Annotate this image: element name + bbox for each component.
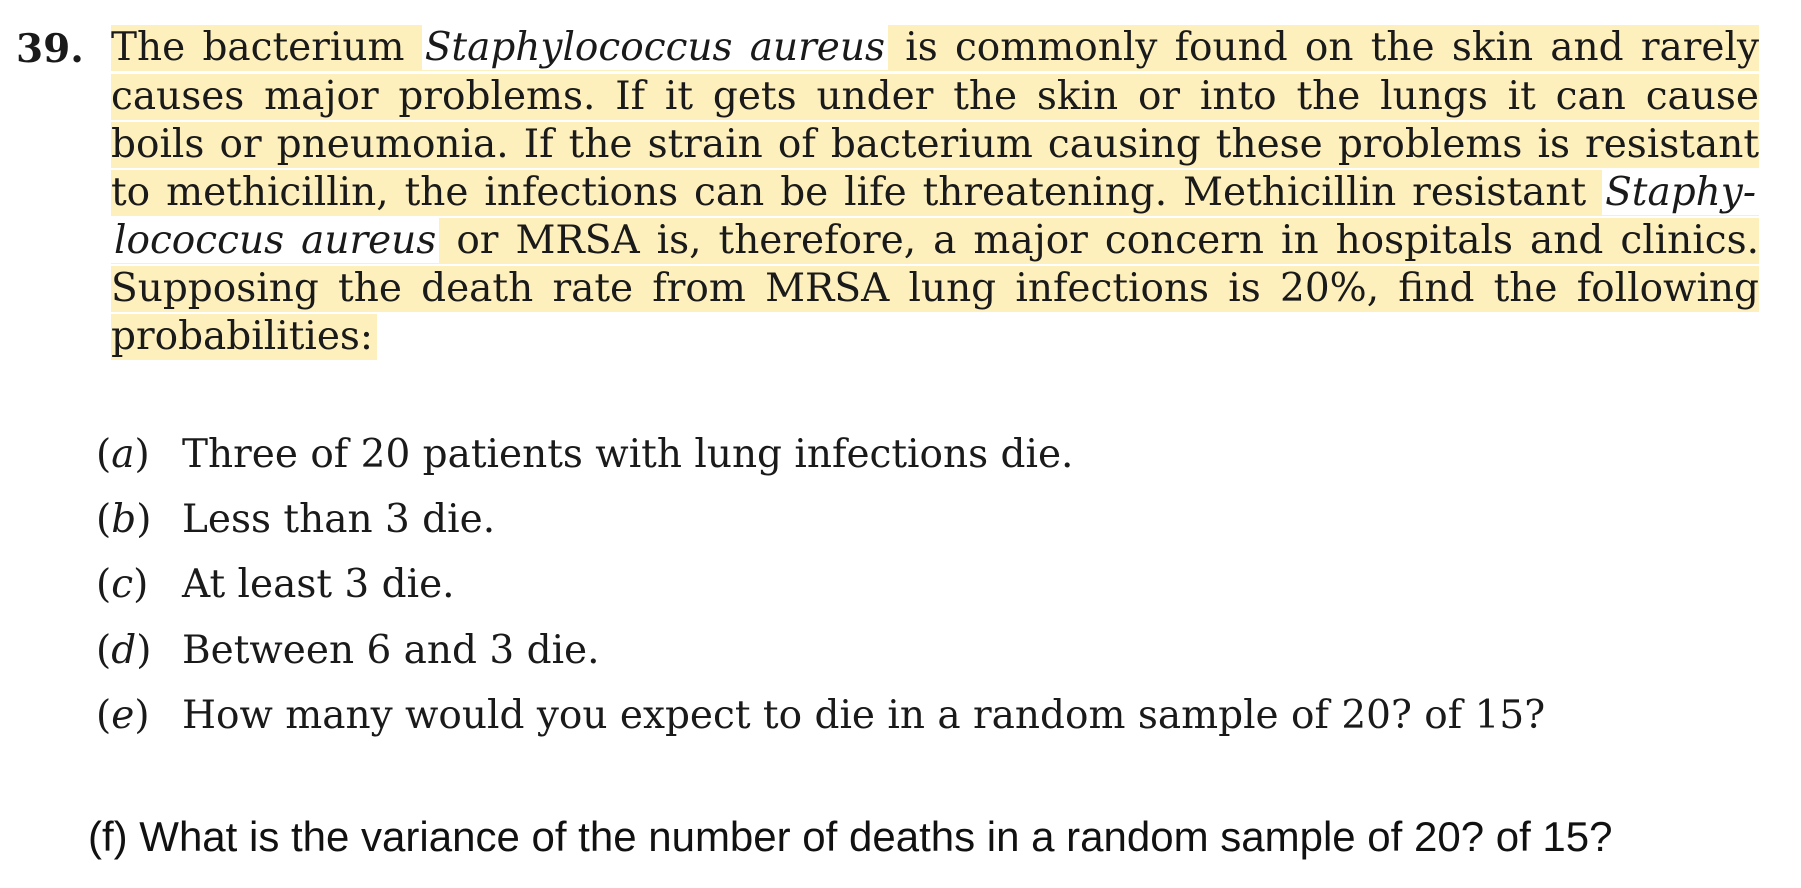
species-name-italic: lococcus aureus	[111, 218, 439, 263]
statement-text: boils or pneumonia. If the strain of bacterium causing these problems is resistant	[111, 122, 1759, 167]
statement-line-1	[111, 25, 1759, 71]
species-name-italic: Staphylococcus aureus	[422, 25, 888, 70]
statement-text: causes major problems. If it gets under the skin or into the lungs it can cause	[111, 74, 1759, 119]
sub-part-d	[96, 628, 600, 674]
sub-part-text: Between 6 and 3 die.	[182, 628, 600, 673]
sub-part-label: (a)	[96, 432, 150, 477]
sub-part-text: Less than 3 die.	[182, 497, 496, 542]
sub-part-a	[96, 432, 1073, 478]
statement-text: The bacterium	[111, 25, 422, 70]
statement-line-7	[111, 314, 377, 360]
statement-text: is commonly found on the skin and rarely	[888, 25, 1759, 70]
sub-part-f-question: (f) What is the variance of the number of deaths in a random sample of 20? of 15?	[88, 813, 1613, 860]
statement-line-5	[111, 218, 1759, 264]
sub-part-text: How many would you expect to die in a random sample of 20? of 15?	[182, 693, 1546, 738]
statement-line-3	[111, 122, 1759, 168]
sub-part-e	[96, 693, 1545, 739]
statement-line-4	[111, 170, 1759, 216]
sub-part-label: (b)	[96, 497, 152, 542]
sub-part-text: At least 3 die.	[182, 562, 455, 607]
statement-line-6	[111, 266, 1759, 312]
sub-part-c	[96, 562, 455, 608]
statement-text: probabilities:	[111, 314, 374, 359]
problem-number: 39.	[16, 26, 84, 72]
sub-part-text: Three of 20 patients with lung infections die.	[182, 432, 1074, 477]
sub-part-label: (d)	[96, 628, 152, 673]
statement-text: or MRSA is, therefore, a major concern in hospitals and clinics.	[439, 218, 1759, 263]
statement-text: to methicillin, the infections can be life threatening. Methicillin resistant	[111, 170, 1603, 215]
sub-part-b	[96, 497, 495, 543]
sub-part-label: (e)	[96, 693, 150, 738]
statement-text: Supposing the death rate from MRSA lung infections is 20%, find the following	[111, 266, 1759, 311]
species-name-italic: Staphy-	[1602, 170, 1759, 215]
statement-line-2	[111, 74, 1759, 120]
sub-part-label: (c)	[96, 562, 149, 607]
